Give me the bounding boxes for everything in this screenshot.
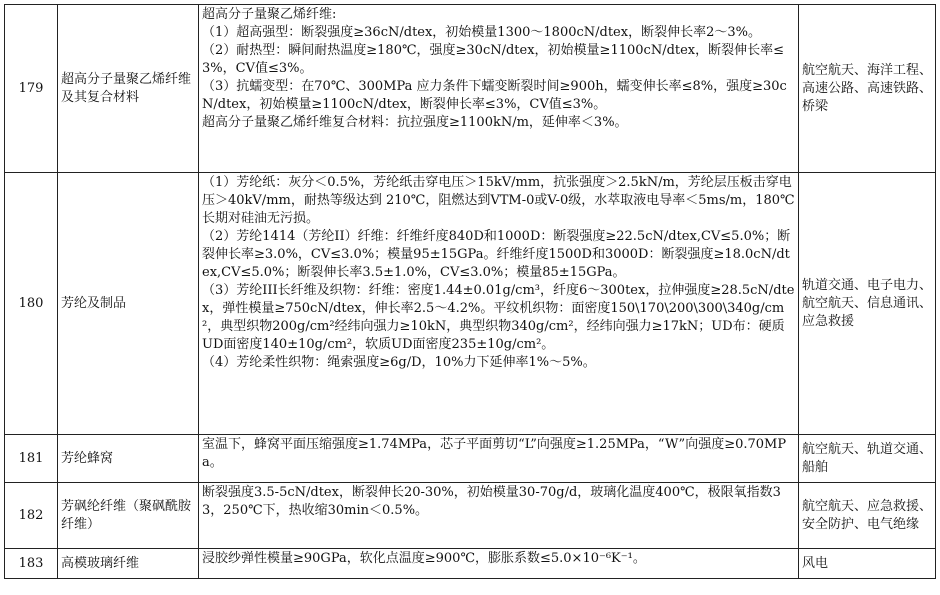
table-row <box>5 5 936 173</box>
spec-line: 室温下，蜂窝平面压缩强度≥1.74MPa，芯子平面剪切“L”向强度≥1.25MPa，“W”向强度≥0.70MPa。 <box>202 437 787 470</box>
row-number: 183 <box>5 549 58 579</box>
application-cell: 风电 <box>799 549 936 579</box>
spec-line: （3）芳纶III长纤维及织物：纤维：密度1.44±0.01g/cm³，纤度6～300tex，拉伸强度≥28.5cN/dtex，弹性模量≥750cN/dtex，伸长率2.5～4.2%。平纹机织物：面密度150\170\200\300\340g/cm²，典型织物200g/cm²经纬向强力≥10kN，典型织物340g/cm²，经纬向强力≥17kN；UD布：硬质UD面密度140±10g/cm²，软质UD面密度235±10g/cm²。 <box>202 283 795 352</box>
row-number: 179 <box>5 5 58 173</box>
application-cell: 航空航天、应急救援、安全防护、电气绝缘 <box>799 483 936 549</box>
spec-cell <box>199 173 799 435</box>
material-name: 超高分子量聚乙烯纤维及其复合材料 <box>58 5 199 173</box>
row-number: 180 <box>5 173 58 435</box>
spec-cell <box>199 549 799 579</box>
table-row <box>5 173 936 435</box>
table-row <box>5 435 936 483</box>
material-name: 芳砜纶纤维（聚砜酰胺纤维） <box>58 483 199 549</box>
row-number: 182 <box>5 483 58 549</box>
spec-line: 浸胶纱弹性模量≥90GPa，软化点温度≥900℃，膨胀系数≤5.0×10⁻⁶K⁻¹。 <box>202 551 646 566</box>
spec-cell <box>199 483 799 549</box>
spec-cell <box>199 435 799 483</box>
application-cell: 航空航天、海洋工程、高速公路、高速铁路、桥梁 <box>799 5 936 173</box>
material-name: 高模玻璃纤维 <box>58 549 199 579</box>
spec-line: （3）抗蠕变型：在70℃、300MPa 应力条件下蠕变断裂时间≥900h，蠕变伸长率≤8%，强度≥30cN/dtex，初始模量≥1100cN/dtex，断裂伸长率≤3%，CV值≤3%。 <box>202 79 787 112</box>
table-row <box>5 483 936 549</box>
spec-line: 超高分子量聚乙烯纤维复合材料：抗拉强度≥1100kN/m，延伸率＜3%。 <box>202 115 628 130</box>
table-row <box>5 549 936 579</box>
material-name: 芳纶及制品 <box>58 173 199 435</box>
application-cell: 轨道交通、电子电力、航空航天、信息通讯、应急救援 <box>799 173 936 435</box>
application-cell: 航空航天、轨道交通、船舶 <box>799 435 936 483</box>
spec-line: （4）芳纶柔性织物：绳索强度≥6g/D，10%力下延伸率1%～5%。 <box>202 355 596 370</box>
spec-line: 断裂强度3.5-5cN/dtex，断裂伸长20-30%，初始模量30-70g/d，玻璃化温度400℃，极限氧指数33，250℃下，热收缩30min＜0.5%。 <box>202 485 781 518</box>
row-number: 181 <box>5 435 58 483</box>
material-name: 芳纶蜂窝 <box>58 435 199 483</box>
spec-line: 超高分子量聚乙烯纤维: <box>202 7 337 22</box>
spec-line: （1）芳纶纸：灰分＜0.5%，芳纶纸击穿电压＞15kV/mm，抗张强度＞2.5kN/m，芳纶层压板击穿电压＞40kV/mm，耐热等级达到 210℃，阻燃达到VTM-0或V-0级，水萃取液电导率＜5ms/m，180℃长期对硅油无污损。 <box>202 175 795 226</box>
spec-line: （2）耐热型：瞬间耐热温度≥180℃，强度≥30cN/dtex，初始模量≥1100cN/dtex，断裂伸长率≤3%，CV值≤3%。 <box>202 43 785 76</box>
spec-cell <box>199 5 799 173</box>
spec-table <box>4 4 936 579</box>
spec-line: （2）芳纶1414（芳纶II）纤维：纤维纤度840D和1000D：断裂强度≥22.5cN/dtex,CV≤5.0%；断裂伸长率≥3.0%，CV≤3.0%；模量95±15GPa。纤维纤度1500D和3000D：断裂强度≥18.0cN/dtex,CV≤5.0%；断裂伸长率3.5±1.0%，CV≤3.0%；模量85±15GPa。 <box>202 229 791 280</box>
spec-line: （1）超高强型：断裂强度≥36cN/dtex，初始模量1300～1800cN/dtex，断裂伸长率2～3%。 <box>202 25 761 40</box>
